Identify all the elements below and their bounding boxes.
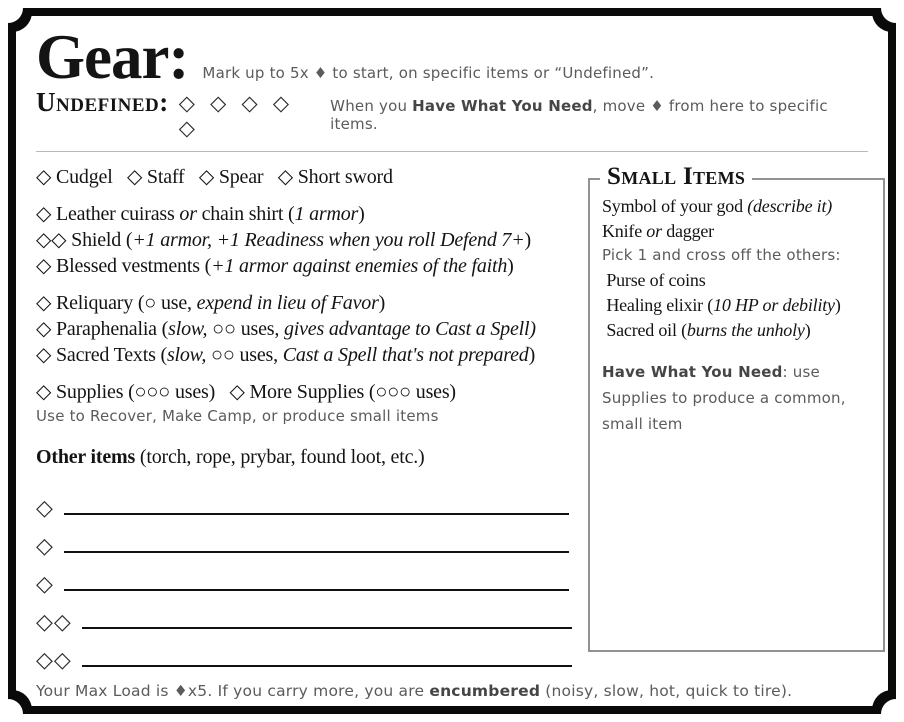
header [36,22,868,92]
pick-one-note[interactable]: Pick 1 and cross off the others: [602,246,841,264]
header-instruction: Mark up to 5x ♦ to start, on specific items or “Undefined”. [202,64,655,82]
small-item-symbol[interactable]: Symbol of your god (describe it) [602,196,833,216]
other-items-header[interactable]: Other items (torch, rope, prybar, found loot, etc.) [36,446,425,468]
write-in-rule[interactable] [82,627,572,629]
weapons-line[interactable]: ◇ Cudgel ◇ Staff ◇ Spear ◇ Short sword [36,166,393,188]
item-line-paraphenalia[interactable]: ◇ Paraphenalia (slow, ○○ uses, gives advantage to Cast a Spell) [36,318,536,340]
diamond-pip[interactable]: ◇◇ [36,609,72,634]
write-in-rule[interactable] [64,551,569,553]
gear-list [36,164,572,671]
write-in-row [36,595,572,633]
write-in-rule[interactable] [82,665,572,667]
write-in-rule[interactable] [64,589,569,591]
have-what-you-need-note: Have What You Need: use Supplies to produce a common, small item [602,363,846,433]
write-in-rule[interactable] [64,513,569,515]
supplies-line[interactable]: ◇ Supplies (○○○ uses) ◇ More Supplies (○○○ uses) [36,381,456,403]
undefined-label: Undefined: [36,87,169,117]
gear-group [36,201,572,279]
divider [36,151,868,152]
gear-group [36,164,572,190]
undefined-note: When you Have What You Need, move ♦ from here to specific items. [330,97,828,133]
diamond-pip[interactable]: ◇◇ [36,647,72,672]
armor-line-leather[interactable]: ◇ Leather cuirass or chain shirt (1 armor) [36,203,365,225]
supplies-note[interactable]: Use to Recover, Make Camp, or produce small items [36,407,439,425]
gear-sheet [8,8,896,714]
undefined-row [36,87,868,142]
small-items-list [602,194,875,343]
small-items-title: Small Items [600,163,752,191]
write-in-row [36,633,572,671]
encumbered-keyword: encumbered [429,682,541,700]
small-items-box [588,163,885,652]
small-item-oil[interactable]: Sacred oil (burns the unholy) [602,320,811,340]
diamond-pip[interactable]: ◇ [36,571,54,596]
max-load-note: Your Max Load is ♦x5. If you carry more, you are encumbered (noisy, slow, hot, quick to tire). [36,682,793,700]
diamond-pip[interactable]: ◇ [36,495,54,520]
small-item-elixir[interactable]: Healing elixir (10 HP or debility) [602,295,841,315]
page-title: Gear: [36,22,189,92]
have-what-you-need-ref: Have What You Need [412,97,593,115]
armor-line-vestments[interactable]: ◇ Blessed vestments (+1 armor against enemies of the faith) [36,255,514,277]
small-item-knife[interactable]: Knife or dagger [602,221,714,241]
armor-line-shield[interactable]: ◇◇ Shield (+1 armor, +1 Readiness when you roll Defend 7+) [36,229,531,251]
diamond-pip[interactable]: ◇ [36,533,54,558]
gear-group [36,290,572,368]
gear-group [36,379,572,428]
gear-group [36,444,572,470]
undefined-pips[interactable]: ◇ ◇ ◇ ◇ ◇ [178,91,295,140]
write-in-row [36,481,572,519]
write-in-row [36,519,572,557]
small-item-purse[interactable]: Purse of coins [602,270,706,290]
item-line-sacred-texts[interactable]: ◇ Sacred Texts (slow, ○○ uses, Cast a Spell that's not prepared) [36,344,536,366]
item-line-reliquary[interactable]: ◇ Reliquary (○ use, expend in lieu of Favor) [36,292,386,314]
write-in-row [36,557,572,595]
